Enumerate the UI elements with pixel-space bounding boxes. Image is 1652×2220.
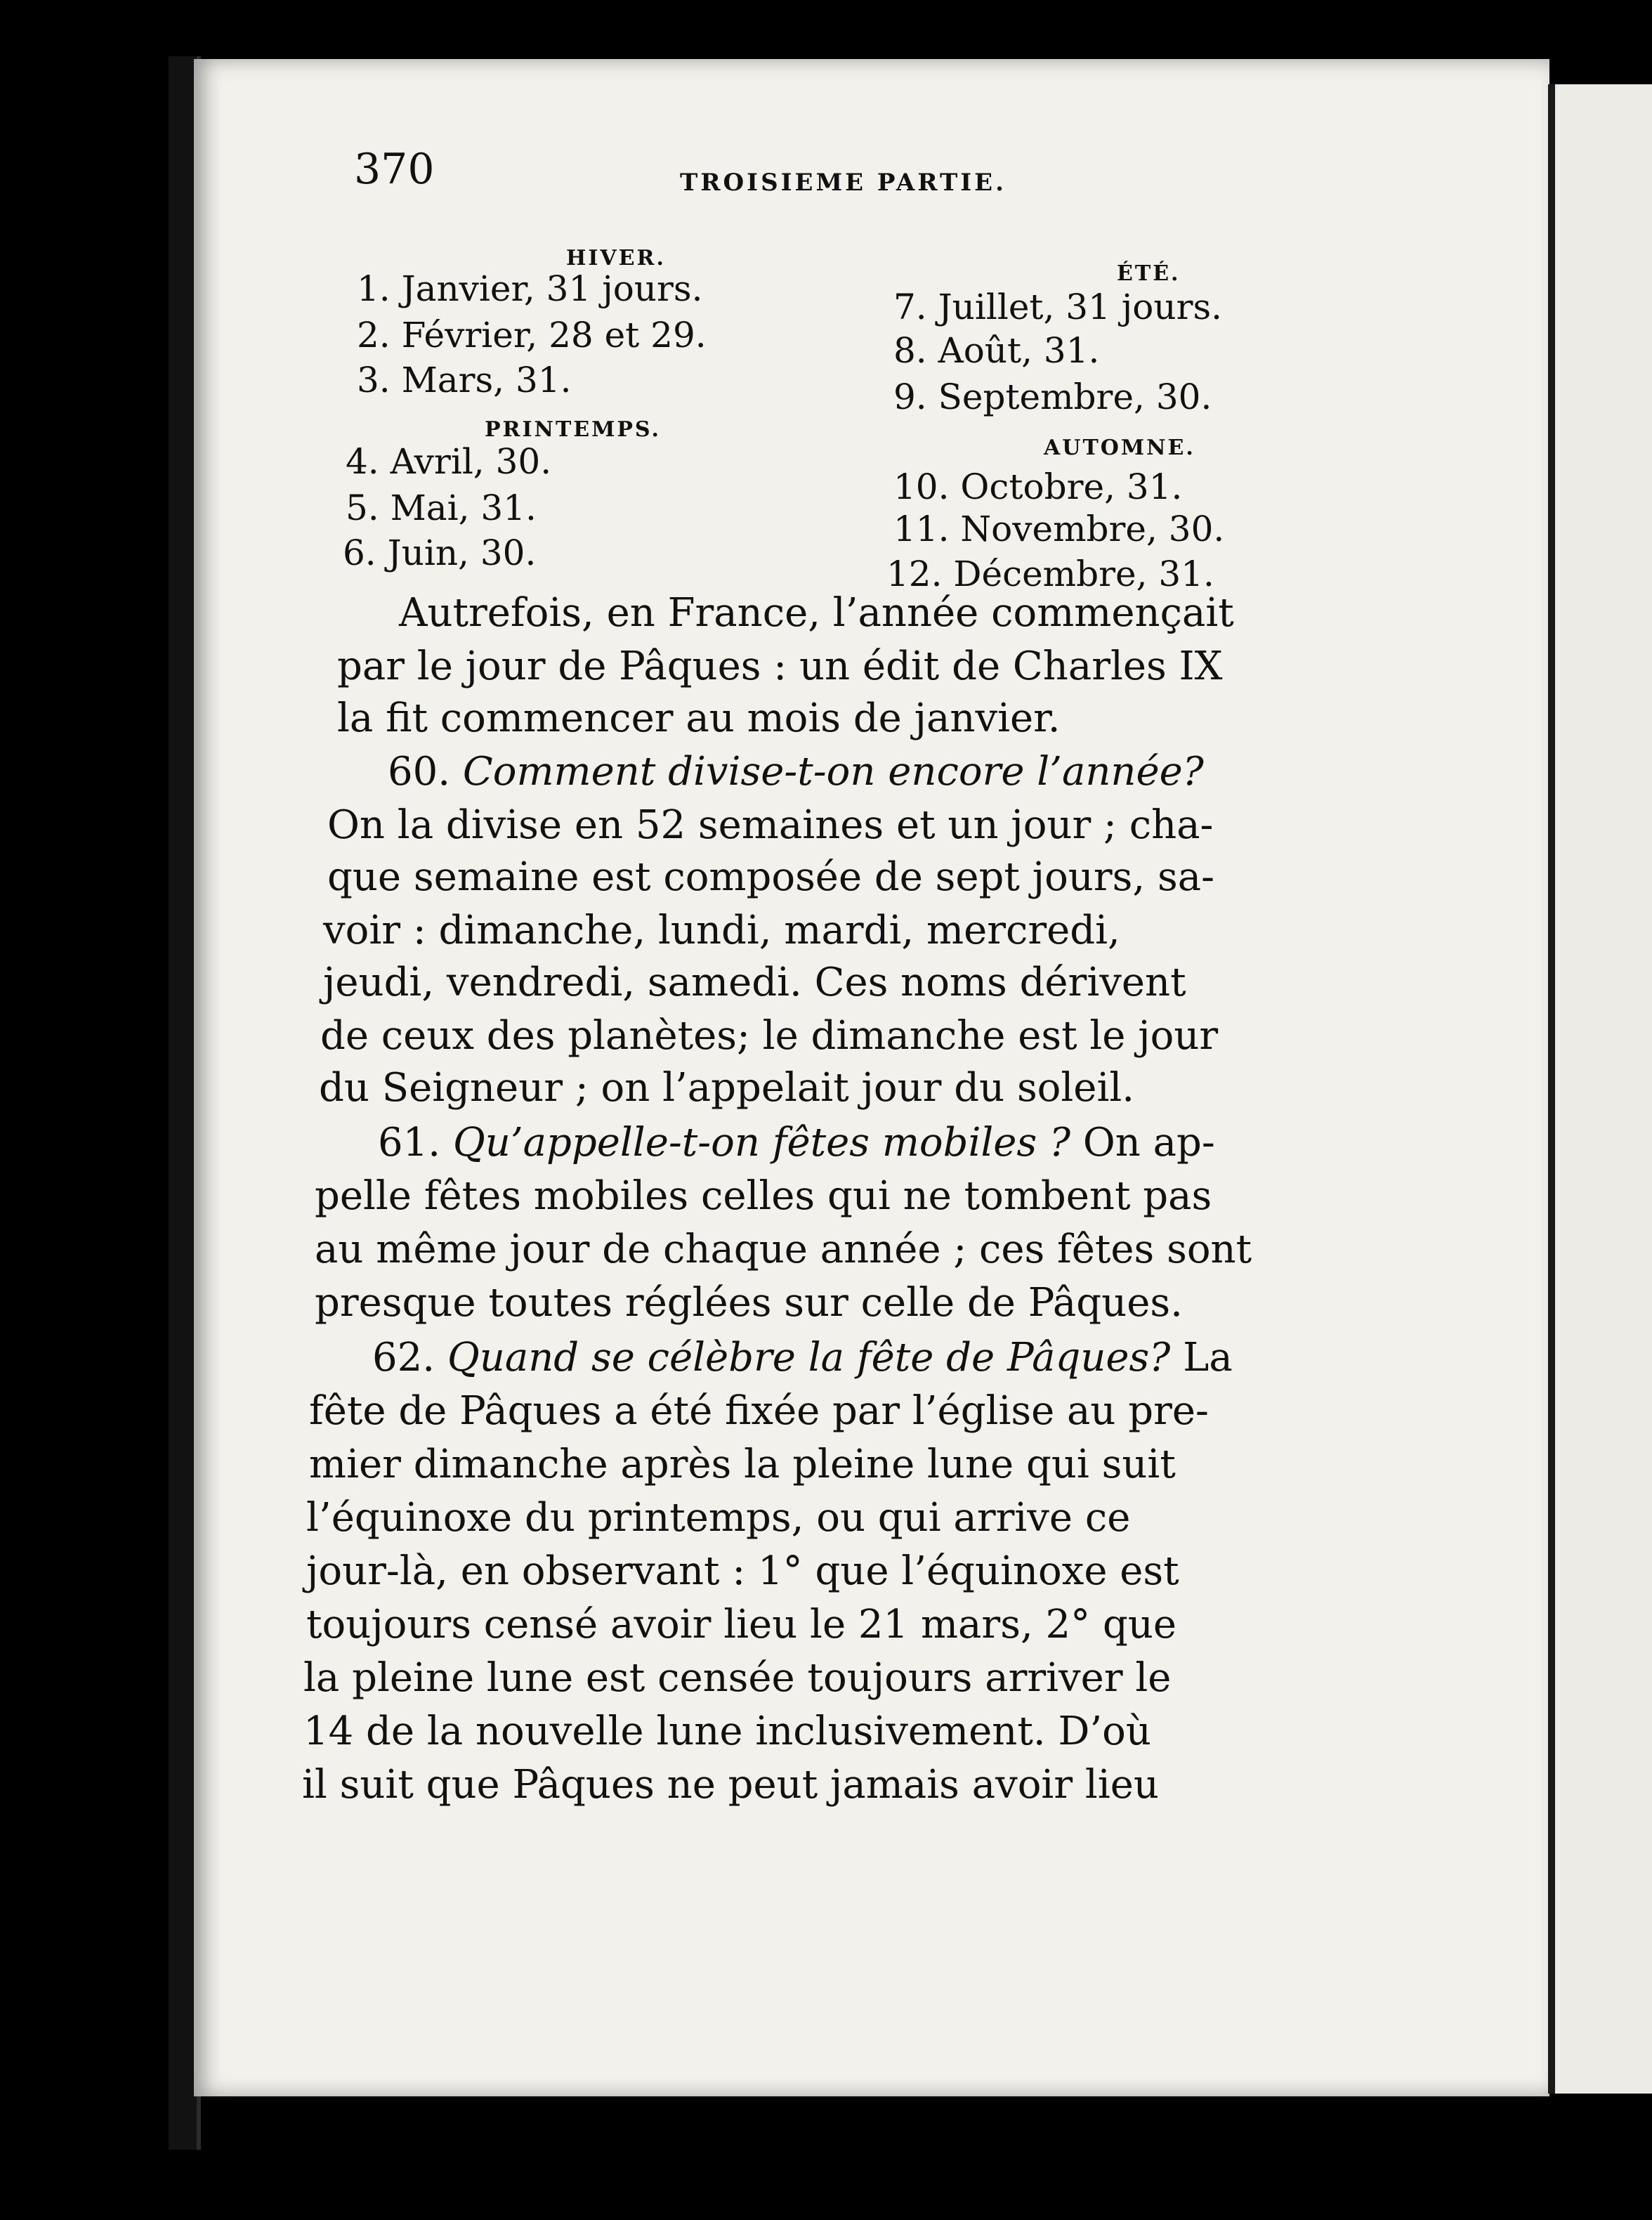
paragraph-number: 61. <box>378 1120 441 1166</box>
question-61-line <box>378 1120 1215 1166</box>
paragraph-tail: La <box>1183 1335 1233 1380</box>
question-62: Quand se célèbre la fête de Pâques? <box>447 1335 1171 1380</box>
page-number: 370 <box>354 145 435 194</box>
season-title-automne: AUTOMNE. <box>1044 436 1195 460</box>
month-3: 3. Mars, 31. <box>357 360 572 400</box>
paragraph-line: la pleine lune est censée toujours arriver le <box>303 1655 1172 1701</box>
paragraph-line: du Seigneur ; on l’appelait jour du soleil. <box>319 1065 1135 1111</box>
month-11: 11. Novembre, 30. <box>893 509 1225 549</box>
month-5: 5. Mai, 31. <box>346 488 537 528</box>
paragraph-line: de ceux des planètes; le dimanche est le jour <box>320 1013 1219 1059</box>
paragraph-line: par le jour de Pâques : un édit de Charles IX <box>337 644 1223 689</box>
paragraph-line: toujours censé avoir lieu le 21 mars, 2° que <box>306 1602 1177 1647</box>
month-2: 2. Février, 28 et 29. <box>357 315 707 355</box>
paragraph-line: la fit commencer au mois de janvier. <box>337 696 1061 741</box>
paragraph-line: jeudi, vendredi, samedi. Ces noms dérivent <box>323 960 1186 1005</box>
month-6: 6. Juin, 30. <box>343 533 537 573</box>
month-8: 8. Août, 31. <box>893 330 1100 371</box>
paragraph-line: que semaine est composée de sept jours, sa- <box>327 854 1215 900</box>
paragraph-tail: On ap- <box>1082 1120 1215 1166</box>
paragraph-line: pelle fêtes mobiles celles qui ne tombent pas <box>315 1173 1212 1219</box>
facing-page <box>1555 84 1652 2094</box>
paragraph-line: 14 de la nouvelle lune inclusivement. D’où <box>303 1709 1151 1754</box>
question-60: Comment divise-t-on encore l’année? <box>462 749 1204 795</box>
question-61: Qu’appelle-t-on fêtes mobiles ? <box>452 1120 1071 1166</box>
month-4: 4. Avril, 30. <box>346 441 552 482</box>
page-edge <box>1548 84 1555 2094</box>
running-title: TROISIEME PARTIE. <box>680 169 1007 197</box>
paragraph-line: presque toutes réglées sur celle de Pâques. <box>315 1280 1183 1326</box>
paragraph-line: l’équinoxe du printemps, ou qui arrive ce <box>306 1495 1131 1541</box>
season-title-hiver: HIVER. <box>566 246 666 270</box>
question-62-line <box>372 1335 1233 1380</box>
season-title-ete: ÉTÉ. <box>1117 261 1181 286</box>
paragraph-line: voir : dimanche, lundi, mardi, mercredi, <box>323 908 1120 953</box>
paragraph-line: On la divise en 52 semaines et un jour ; cha- <box>327 802 1214 848</box>
paragraph-line: mier dimanche après la pleine lune qui suit <box>309 1442 1176 1487</box>
paragraph-number: 60. <box>388 749 451 795</box>
month-12: 12. Décembre, 31. <box>886 554 1214 594</box>
question-60-line <box>388 749 1204 795</box>
paragraph-number: 62. <box>372 1335 435 1380</box>
month-10: 10. Octobre, 31. <box>893 466 1183 507</box>
paragraph-line: jour-là, en observant : 1° que l’équinoxe est <box>306 1548 1179 1594</box>
month-1: 1. Janvier, 31 jours. <box>357 268 703 309</box>
paragraph-line: Autrefois, en France, l’année commençait <box>399 590 1234 636</box>
paragraph-line: fête de Pâques a été fixée par l’église au pre- <box>309 1388 1209 1434</box>
paragraph-line: au même jour de chaque année ; ces fêtes sont <box>315 1227 1252 1272</box>
season-title-printemps: PRINTEMPS. <box>485 417 661 442</box>
paragraph-line: il suit que Pâques ne peut jamais avoir lieu <box>302 1762 1159 1808</box>
month-7: 7. Juillet, 31 jours. <box>893 287 1223 327</box>
month-9: 9. Septembre, 30. <box>893 377 1212 417</box>
